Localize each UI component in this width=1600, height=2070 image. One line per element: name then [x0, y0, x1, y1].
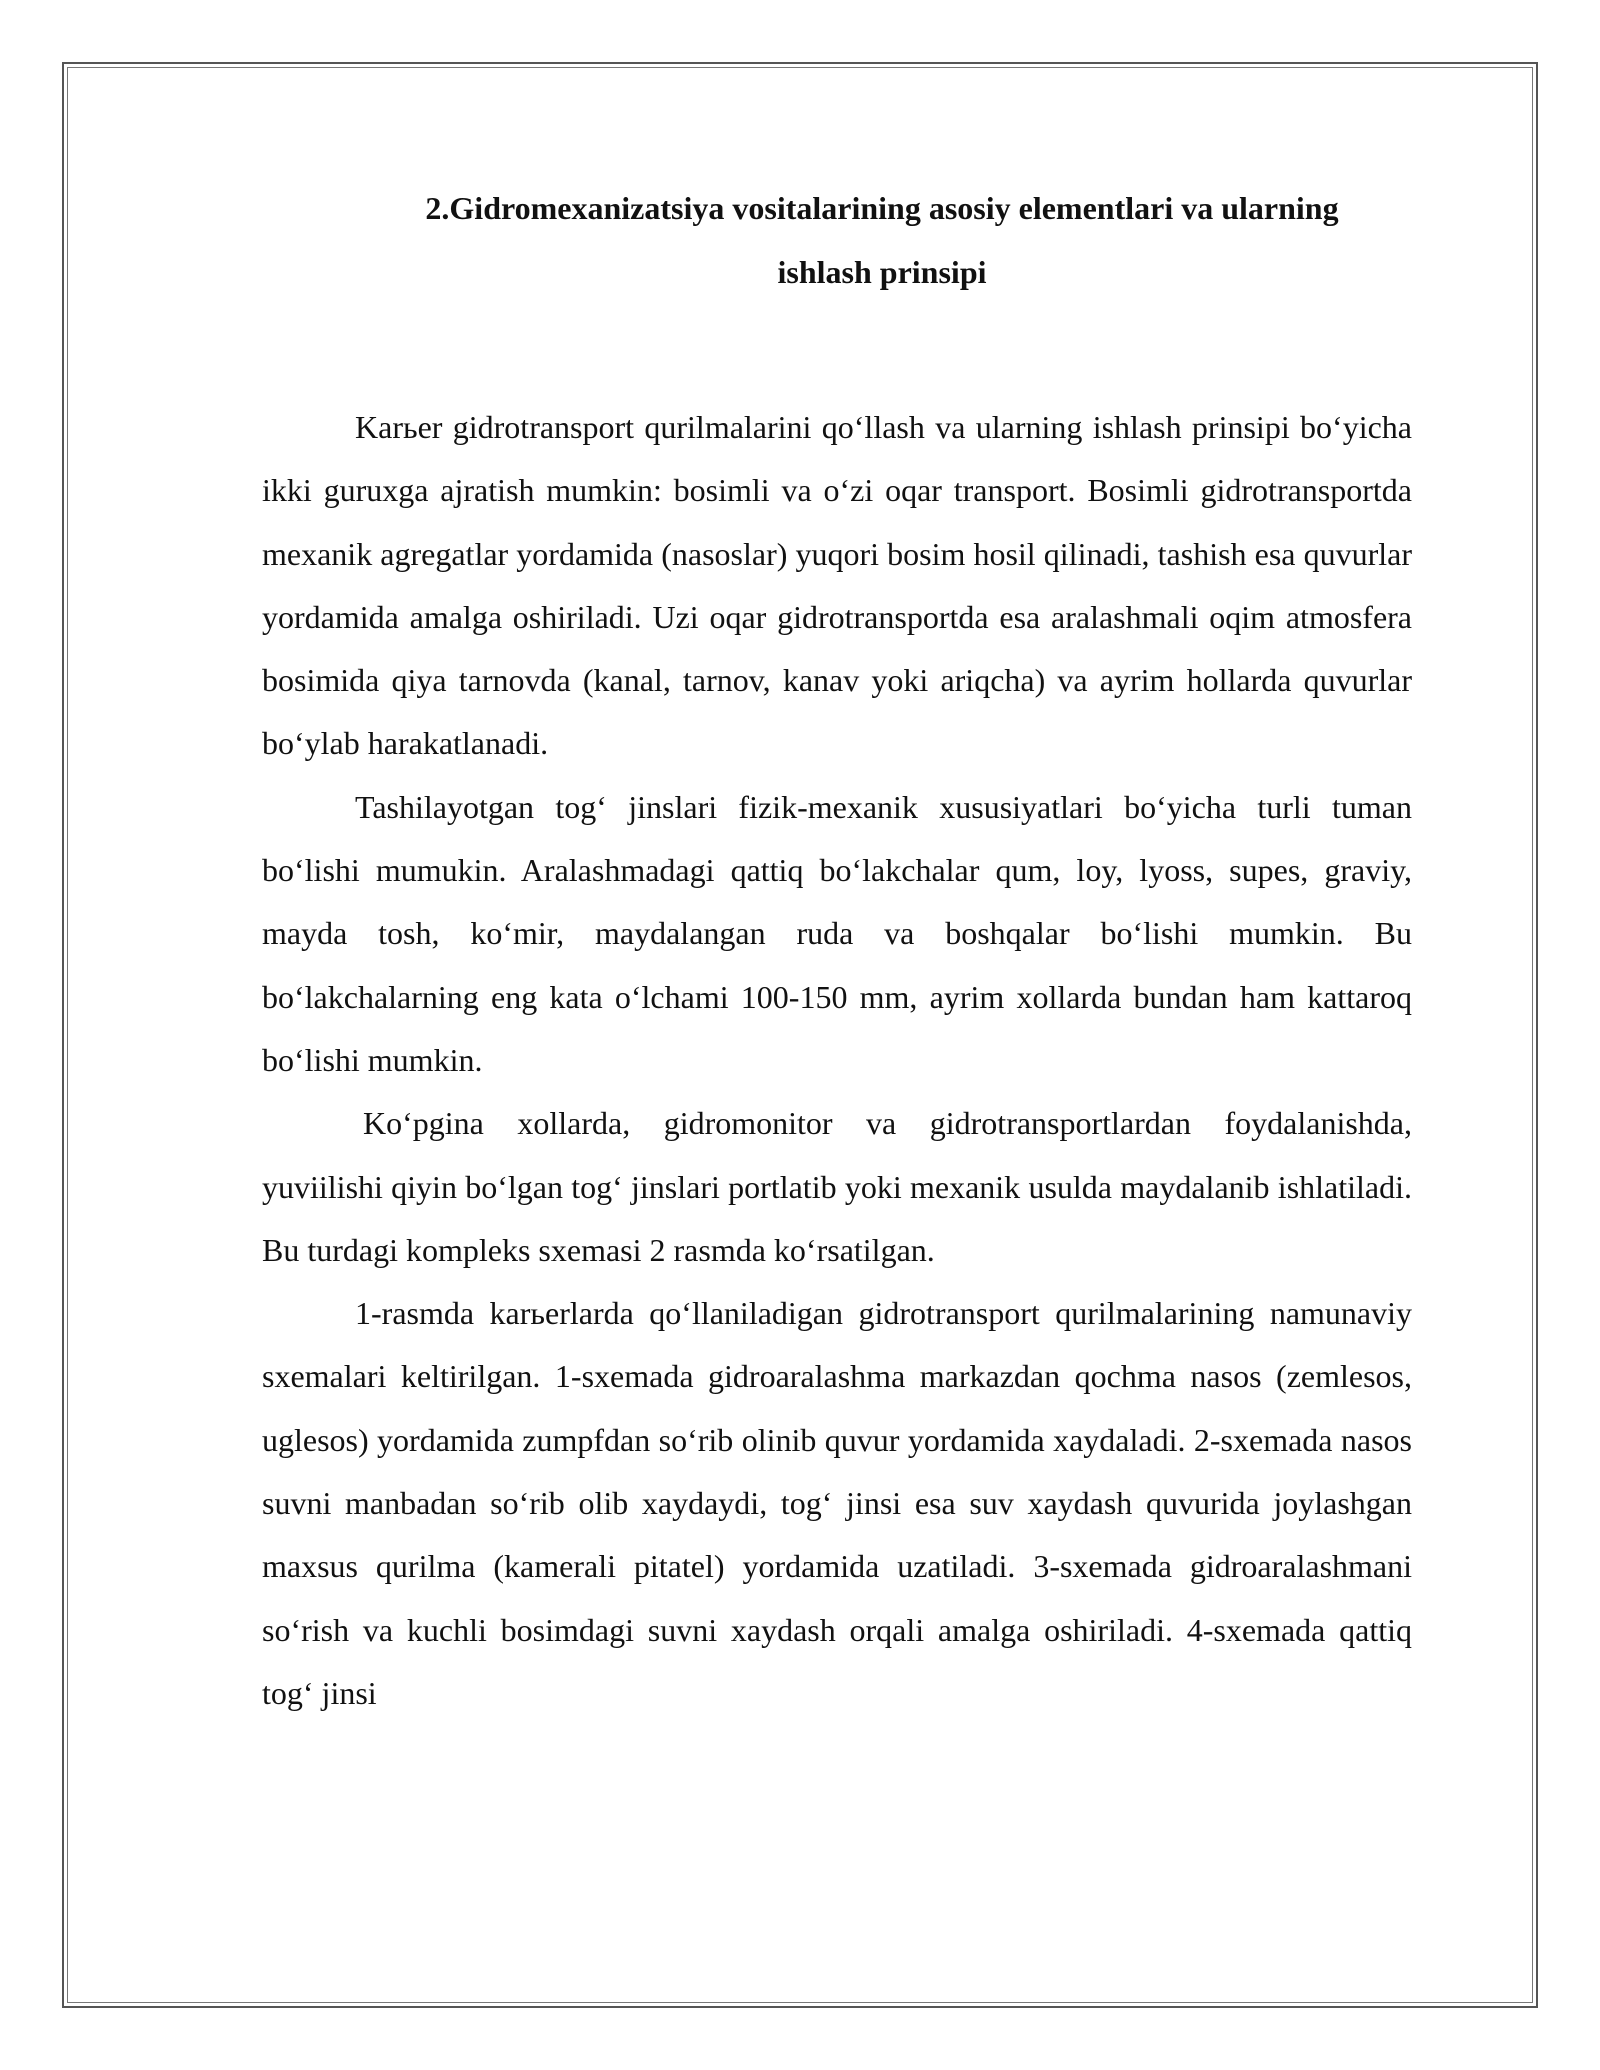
document-page: [262, 176, 1412, 1725]
section-heading: [352, 176, 1412, 304]
heading-line-2: ishlash prinsipi: [777, 254, 987, 290]
paragraph-1: Karьer gidrotransport qurilmalarini qo‘llash va ularning ishlash prinsipi bo‘yicha ikki guruxga ajratish mumkin: bosimli va o‘zi oqar transport. Bosimli gidrotransportda mexanik agregatlar yordamida (nasoslar) yuqori bosim hosil qilinadi, tashish esa quvurlar yordamida amalga oshiriladi. Uzi oqar gidrotransportda esa aralashmali oqim atmosfera bosimida qiya tarnovda (kanal, tarnov, kanav yoki ariqcha) va ayrim hollarda quvurlar bo‘ylab harakatlanadi.: [262, 409, 1412, 762]
paragraph-3: Ko‘pgina xollarda, gidromonitor va gidrotransportlardan foydalanishda, yuviilishi qiyin bo‘lgan tog‘ jinslari portlatib yoki mexanik usulda maydalanib ishlatiladi. Bu turdagi kompleks sxemasi 2 rasmda ko‘rsatilgan.: [262, 1105, 1412, 1268]
heading-line-1: 2.Gidromexanizatsiya vositalarining asosiy elementlari va ularning: [425, 190, 1339, 226]
paragraph-4: 1-rasmda karьerlarda qo‘llaniladigan gidrotransport qurilmalarining namunaviy sxemalari keltirilgan. 1-sxemada gidroaralashma markazdan qochma nasos (zemlesos, uglesos) yordamida zumpfdan so‘rib olinib quvur yordamida xaydaladi. 2-sxemada nasos suvni manbadan so‘rib olib xaydaydi, tog‘ jinsi esa suv xaydash quvurida joylashgan maxsus qurilma (kamerali pitatel) yordamida uzatiladi. 3-sxemada gidroaralashmani so‘rish va kuchli bosimdagi suvni xaydash orqali amalga oshiriladi. 4-sxemada qattiq tog‘ jinsi: [262, 1295, 1412, 1711]
body-text: [262, 396, 1412, 1725]
paragraph-2: Tashilayotgan tog‘ jinslari fizik-mexanik xususiyatlari bo‘yicha turli tuman bo‘lishi mumukin. Aralashmadagi qattiq bo‘lakchalar qum, loy, lyoss, supes, graviy, mayda tosh, ko‘mir, maydalangan ruda va boshqalar bo‘lishi mumkin. Bu bo‘lakchalarning eng kata o‘lchami 100-150 mm, ayrim xollarda bundan ham kattaroq bo‘lishi mumkin.: [262, 788, 1412, 1078]
